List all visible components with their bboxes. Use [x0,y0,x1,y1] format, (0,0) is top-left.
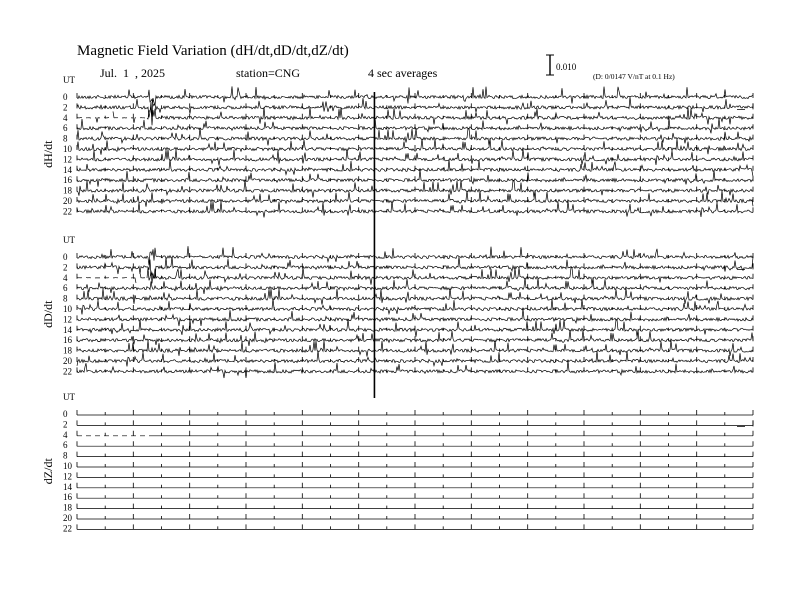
hour-ticks [77,410,753,415]
panel-label: dD/dt [41,300,55,328]
hour-label: 20 [63,513,72,523]
hour-label: 0 [63,92,68,102]
hour-label: 4 [63,429,68,440]
hour-label: 12 [63,154,72,165]
hour-label: 6 [63,283,68,294]
hour-label: 16 [63,335,72,346]
hour-label: 6 [63,123,68,134]
panel-label: dH/dt [41,140,55,168]
hour-label: 20 [63,356,72,366]
hour-label: 8 [63,450,68,461]
panel-dhdt [41,75,753,217]
date-label: Jul. 1 , 2025 [100,66,166,80]
trace-row [77,86,753,106]
averaging-label: 4 sec averages [368,66,438,80]
hour-ticks [77,472,753,477]
ut-label: UT [63,75,75,85]
scale-bar-label: 0.010 [556,62,577,72]
hour-label: 16 [63,175,72,186]
hour-ticks [77,431,753,436]
hour-ticks [77,441,753,446]
hour-label: 4 [63,112,68,123]
hour-label: 16 [63,492,72,503]
hour-label: 2 [63,262,68,273]
hour-ticks [77,305,753,310]
hour-ticks [77,326,753,331]
hour-label: 10 [63,144,72,154]
hour-label: 2 [63,419,68,430]
hour-label: 22 [63,523,72,534]
hour-label: 4 [63,272,68,283]
hour-ticks [77,483,753,488]
hour-label: 8 [63,293,68,304]
hour-label: 10 [63,304,72,314]
hour-label: 0 [63,409,68,419]
scale-note: (D: 0/0147 V/nT at 0.1 Hz) [593,72,675,81]
hour-label: 14 [63,324,72,335]
panel-dddt [41,235,753,378]
hour-label: 6 [63,440,68,451]
hour-ticks [77,462,753,467]
hour-label: 22 [63,206,72,217]
hour-label: 18 [63,185,72,196]
hour-label: 12 [63,314,72,325]
ut-label: UT [63,392,75,402]
hour-label: 2 [63,102,68,113]
panel-label: dZ/dt [41,458,55,485]
station-label: station=CNG [236,66,301,80]
trace-row [77,128,753,145]
hour-label: 20 [63,196,72,206]
hour-label: 12 [63,471,72,482]
hour-ticks [77,504,753,509]
chart-title: Magnetic Field Variation (dH/dt,dD/dt,dZ/dt) [77,43,349,59]
hour-label: 10 [63,461,72,471]
hour-label: 0 [63,252,68,262]
hour-label: 18 [63,345,72,356]
hour-ticks [77,452,753,457]
hour-ticks [77,145,753,150]
hour-ticks [77,103,753,108]
hour-label: 18 [63,502,72,513]
hour-label: 14 [63,481,72,492]
hour-label: 8 [63,133,68,144]
hour-ticks [77,493,753,498]
panel-dzdt [41,392,753,533]
ut-label: UT [63,235,75,245]
hour-ticks [77,514,753,519]
hour-ticks [77,420,753,425]
hour-ticks [77,524,753,529]
hour-label: 22 [63,366,72,377]
end-marker [737,103,753,109]
scale-bar [546,55,554,75]
hour-label: 14 [63,164,72,175]
